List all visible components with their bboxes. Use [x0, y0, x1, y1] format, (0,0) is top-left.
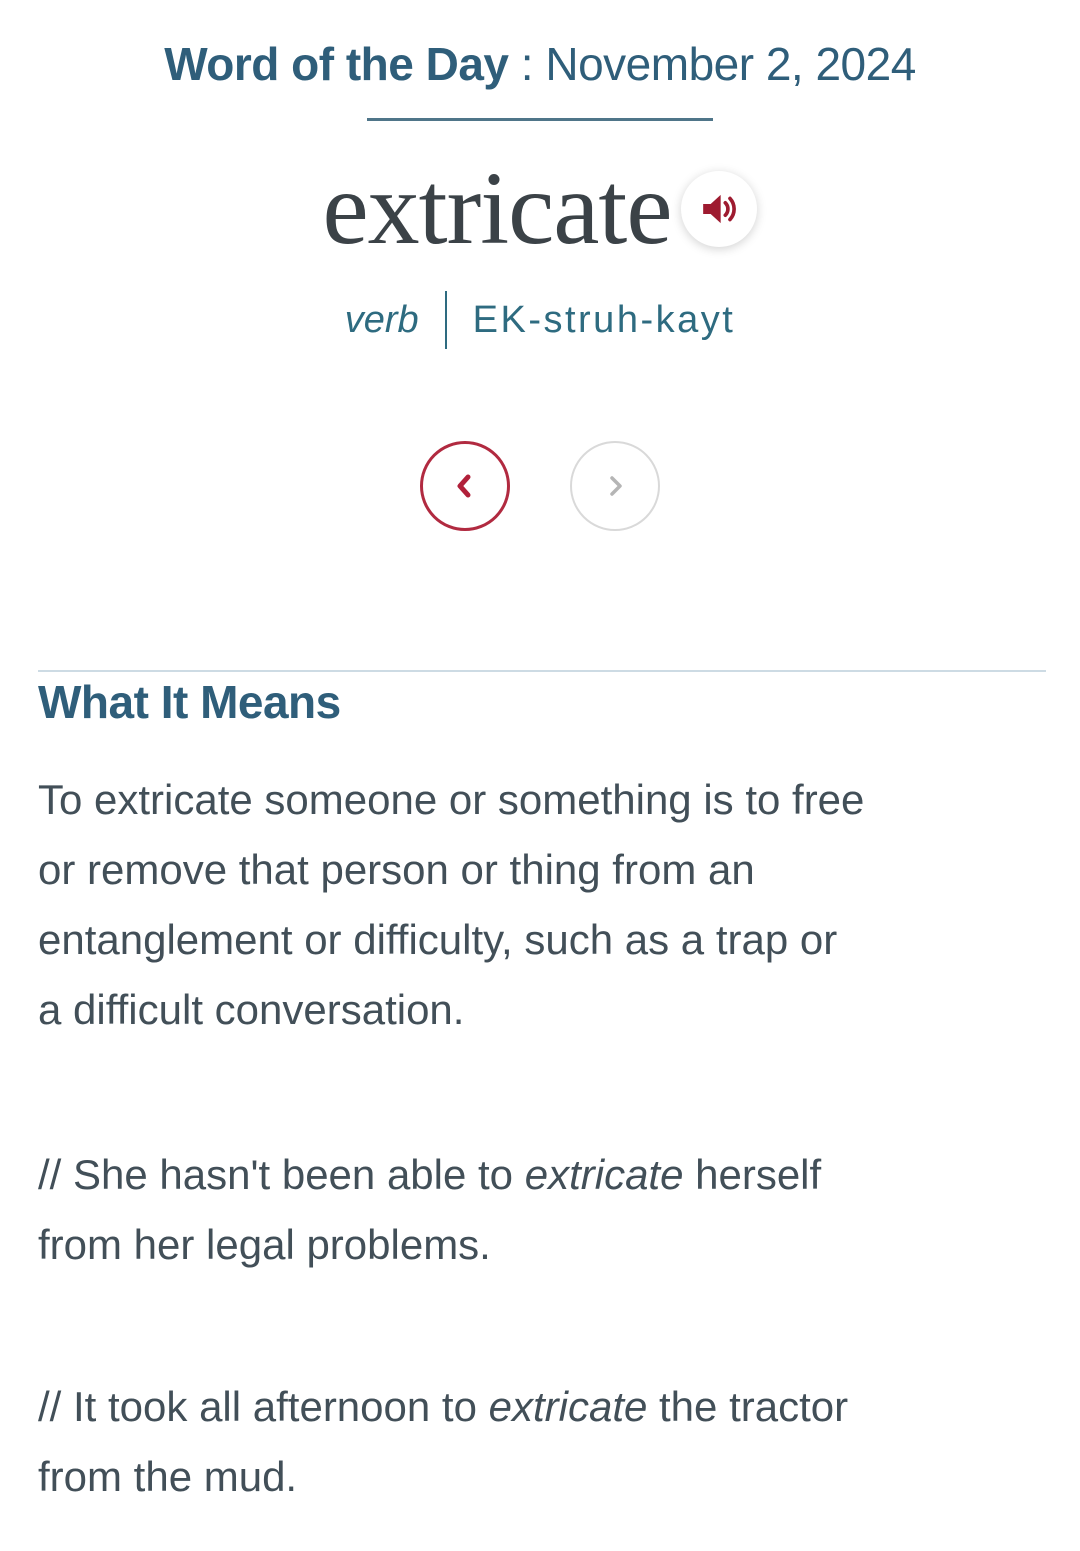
section-divider	[38, 670, 1046, 672]
definition-text	[38, 765, 1046, 1045]
page-title	[0, 0, 1080, 92]
definition-line: a difficult conversation.	[38, 986, 465, 1033]
example-text: from the mud.	[38, 1453, 298, 1500]
example-text: // It took all afternoon to	[38, 1383, 489, 1430]
example-text: the tractor	[647, 1383, 849, 1430]
next-word-button[interactable]	[570, 441, 660, 531]
audio-pronunciation-button[interactable]	[681, 171, 757, 247]
definition-line: entanglement or difficulty, such as a trap or	[38, 916, 838, 963]
header-underline-divider	[367, 118, 713, 121]
what-it-means-heading: What It Means	[38, 676, 341, 728]
day-navigation	[0, 441, 1080, 531]
page-title-label: Word of the Day	[164, 38, 509, 90]
pos-pronunciation-row	[0, 291, 1080, 349]
definition-line: or remove that person or thing from an	[38, 846, 755, 893]
part-of-speech: verb	[344, 298, 419, 341]
page-title-separator: :	[508, 38, 546, 90]
word-text: extricate	[322, 151, 672, 266]
previous-word-button[interactable]	[420, 441, 510, 531]
example-sentence	[38, 1140, 1046, 1280]
vertical-divider	[445, 291, 447, 349]
example-text: herself	[683, 1151, 822, 1198]
page-title-date: November 2, 2024	[545, 38, 916, 90]
example-word-italic: extricate	[488, 1383, 648, 1430]
example-sentence	[38, 1372, 1046, 1512]
example-text: from her legal problems.	[38, 1221, 491, 1268]
chevron-right-icon	[598, 469, 632, 503]
example-text: // She hasn't been able to	[38, 1151, 525, 1198]
pronunciation: EK-struh-kayt	[472, 298, 736, 341]
word-row	[0, 151, 1080, 266]
example-word-italic: extricate	[524, 1151, 684, 1198]
speaker-audio-icon	[699, 189, 739, 229]
chevron-left-icon	[448, 469, 482, 503]
definition-line: To extricate someone or something is to free	[38, 776, 865, 823]
